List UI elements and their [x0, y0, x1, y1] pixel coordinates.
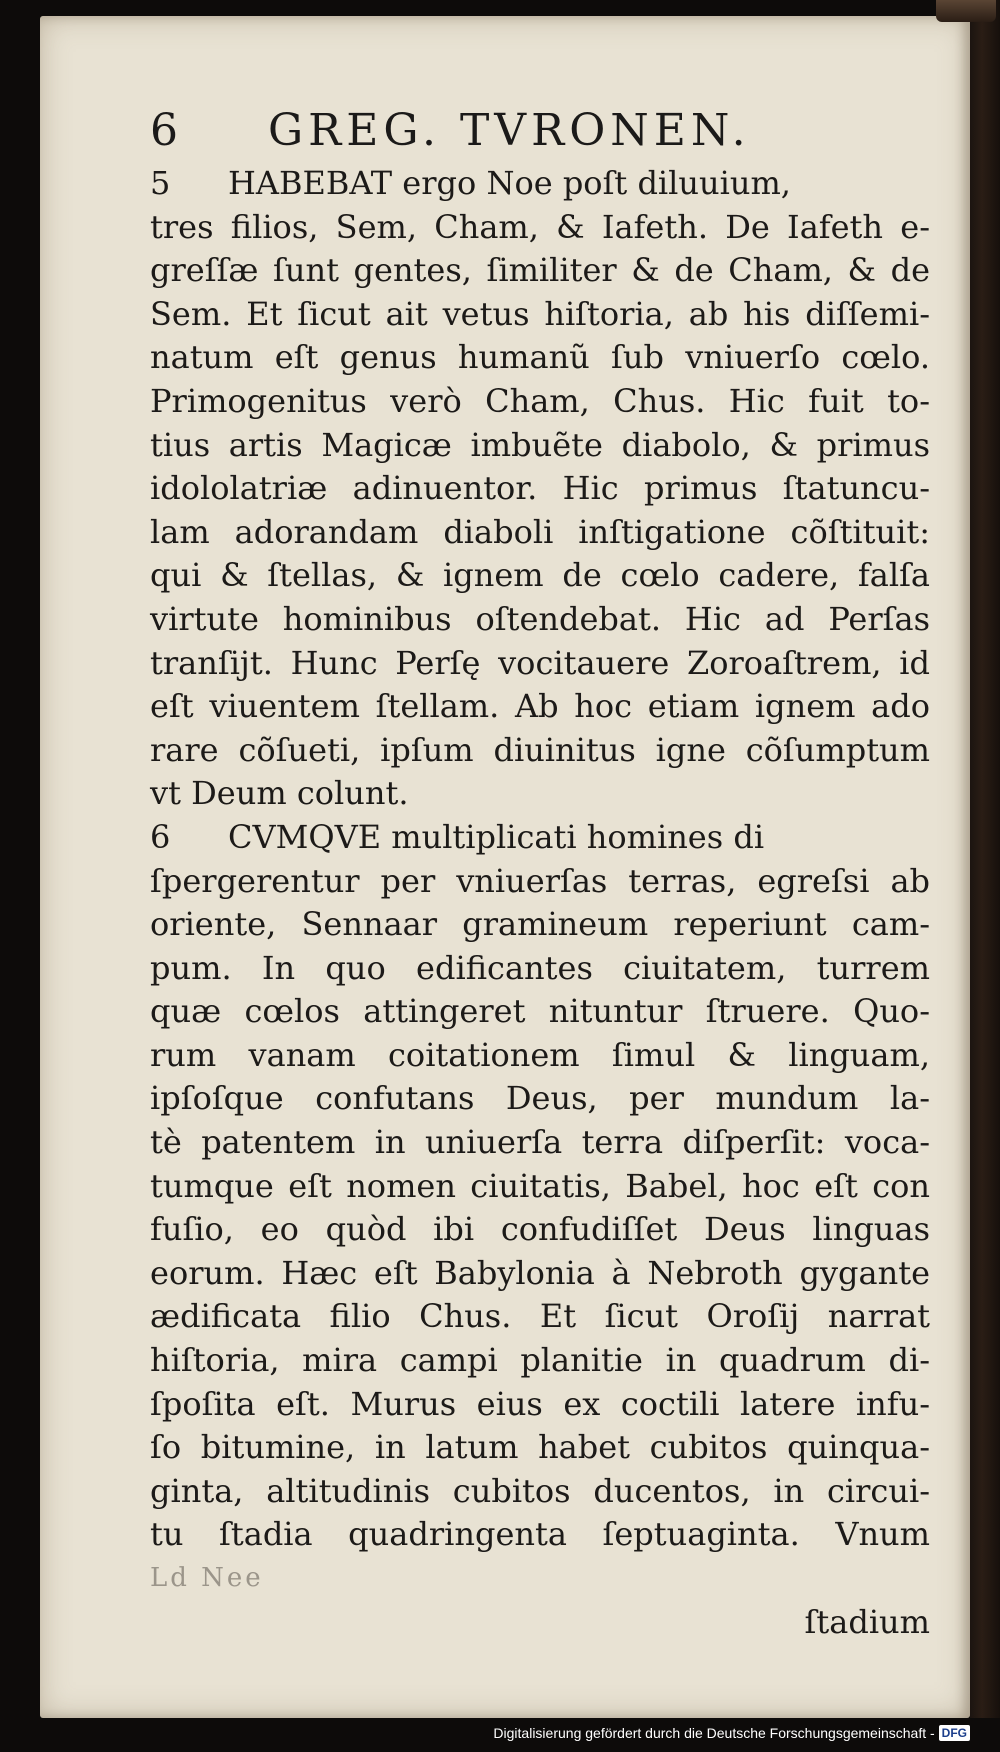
- line-text: ædificata filio Chus. Et ſicut Oroſij narrat: [150, 1297, 930, 1336]
- line-text: lam adorandam diaboli inſtigatione cõſtituit:: [150, 512, 930, 551]
- line-text: qui & ſtellas, & ignem de cœlo cadere, falſa: [150, 556, 930, 595]
- text-line: [150, 860, 930, 904]
- text-line: [150, 1165, 930, 1209]
- text-line: [150, 1077, 930, 1121]
- text-line: [150, 554, 930, 598]
- line-text: tranſijt. Hunc Perſę vocitauere Zoroaſtrem, id: [150, 643, 930, 682]
- line-text: rum vanam coitationem ſimul & linguam,: [150, 1035, 930, 1074]
- text-line: [150, 249, 930, 293]
- line-text: hiſtoria, mira campi planitie in quadrum di-: [150, 1341, 930, 1380]
- line-text: virtute hominibus oſtendebat. Hic ad Perſas: [150, 599, 930, 638]
- text-line: [150, 511, 930, 555]
- text-line: [150, 467, 930, 511]
- text-line: [150, 162, 930, 206]
- footer-credit: Digitalisierung gefördert durch die Deutsche Forschungsgemeinschaft -: [493, 1725, 935, 1741]
- text-line: [150, 1121, 930, 1165]
- paragraph-number: 6: [150, 817, 171, 856]
- line-text: Sem. Et ſicut ait vetus hiſtoria, ab his diſſemi-: [150, 294, 930, 333]
- text-line: [150, 1295, 930, 1339]
- line-text: idololatriæ adinuentor. Hic primus ſtatuncu-: [150, 469, 930, 508]
- running-head: GREG. TVRONEN.: [268, 105, 751, 156]
- dfg-logo: DFG: [939, 1725, 970, 1741]
- line-text: Primogenitus verò Cham, Chus. Hic fuit to-: [150, 381, 930, 420]
- line-text: tumque eſt nomen ciuitatis, Babel, hoc eſt con: [150, 1166, 930, 1205]
- text-line: [150, 293, 930, 337]
- text-line: [150, 1383, 930, 1427]
- text-line: [150, 1470, 930, 1514]
- text-line: [150, 1513, 930, 1557]
- book-edge-top: [936, 0, 996, 22]
- line-text: oriente, Sennaar gramineum reperiunt cam-: [150, 905, 930, 944]
- text-line: [150, 1208, 930, 1252]
- line-text: tè patentem in uniuerſa terra diſperſit: voca-: [150, 1123, 930, 1162]
- line-text: ſpoſita eſt. Murus eius ex coctili latere infu-: [150, 1384, 930, 1423]
- text-line: [150, 598, 930, 642]
- paragraph-number: 5: [150, 164, 171, 202]
- line-text: vt Deum colunt.: [150, 774, 409, 813]
- line-text: HABEBAT ergo Noe poſt diluuium,: [228, 164, 791, 202]
- line-text: greſſæ ſunt gentes, ſimiliter & de Cham, & de: [150, 251, 930, 290]
- text-line: [150, 336, 930, 380]
- text-line: [150, 380, 930, 424]
- line-text: ſpergerentur per vniuerſas terras, egreſsi ab: [150, 861, 930, 900]
- text-line: [150, 947, 930, 991]
- text-line: [150, 206, 930, 250]
- text-line: [150, 1252, 930, 1296]
- book-edge: [970, 0, 1000, 1718]
- line-text: tius artis Magicæ imbuẽte diabolo, & primus: [150, 425, 930, 464]
- text-line: [150, 1426, 930, 1470]
- text-line: [150, 642, 930, 686]
- line-text: eorum. Hæc eſt Babylonia à Nebroth gygante: [150, 1253, 930, 1292]
- line-text: ſo bitumine, in latum habet cubitos quinqua-: [150, 1428, 930, 1467]
- line-text: eſt viuentem ſtellam. Ab hoc etiam ignem ado: [150, 687, 930, 726]
- line-text: tu ſtadia quadringenta ſeptuaginta. Vnum: [150, 1515, 930, 1554]
- line-text: CVMQVE multiplicati homines di: [228, 817, 765, 856]
- page-header: [150, 105, 810, 165]
- text-line: [150, 1034, 930, 1078]
- line-text: rare cõſueti, ipſum diuinitus igne cõſumptum: [150, 730, 930, 769]
- line-text: pum. In quo edificantes ciuitatem, turrem: [150, 948, 930, 987]
- line-text: quæ cœlos attingeret nituntur ſtruere. Quo-: [150, 992, 930, 1031]
- catchword-line: [150, 1601, 930, 1645]
- body-text: [150, 162, 930, 1644]
- page-number: 6: [150, 105, 183, 156]
- line-text: tres filios, Sem, Cham, & Iafeth. De Iafeth e-: [150, 207, 930, 246]
- line-text: natum eſt genus humanũ ſub vniuerſo cœlo.: [150, 338, 930, 377]
- text-line: [150, 729, 930, 773]
- digitization-footer: [493, 1720, 970, 1746]
- line-text: ipſoſque confutans Deus, per mundum la-: [150, 1079, 930, 1118]
- line-text: fuſio, eo quòd ibi confudiſſet Deus linguas: [150, 1210, 930, 1249]
- catchword: ſtadium: [804, 1602, 930, 1641]
- text-line: [150, 424, 930, 468]
- text-line: [150, 1339, 930, 1383]
- text-line: [150, 990, 930, 1034]
- text-line: [150, 903, 930, 947]
- text-line: [150, 772, 930, 816]
- text-line: [150, 816, 930, 860]
- bleed-through-text: Ld Nee: [150, 1563, 264, 1593]
- line-text: ginta, altitudinis cubitos ducentos, in circui-: [150, 1471, 930, 1510]
- text-line: [150, 685, 930, 729]
